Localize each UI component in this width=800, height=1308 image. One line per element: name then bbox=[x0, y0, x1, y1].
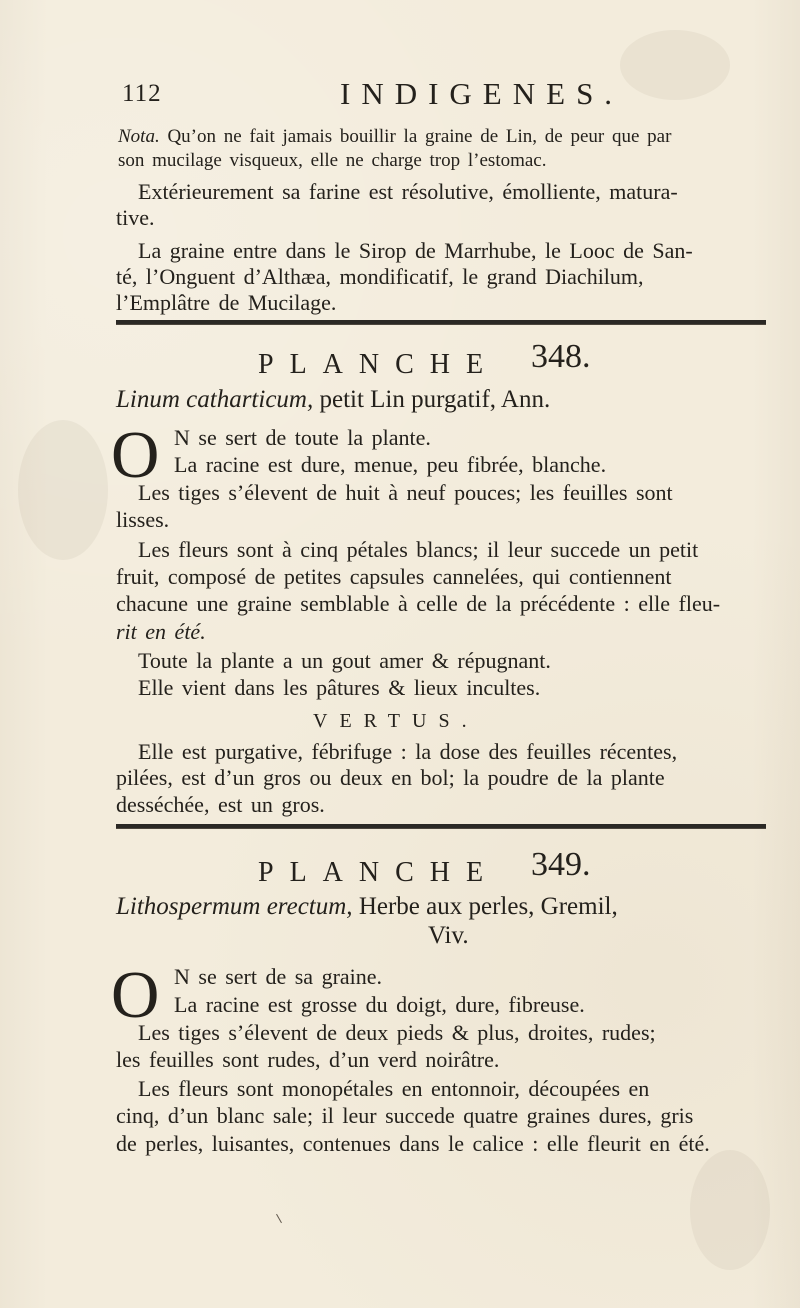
virtus-line-2: pilées, est d’un gros ou deux en bol; la poudre de la plante bbox=[116, 765, 665, 790]
plate-348-line-1: N se sert de toute la plante. bbox=[174, 425, 431, 450]
paragraph-line-4: té, l’Onguent d’Althæa, mondificatif, le grand Diachilum, bbox=[116, 264, 644, 289]
plate-349-line-7 bbox=[116, 1133, 710, 1155]
plate-348-line-7 bbox=[116, 593, 720, 615]
paper-stain bbox=[690, 1150, 770, 1270]
species-name: Lithospermum erectum, bbox=[116, 893, 353, 920]
plate-348-title bbox=[116, 386, 550, 414]
plate-348-line-8: rit en été. bbox=[116, 619, 206, 644]
virtus-line-1: Elle est purgative, fébrifuge : la dose des feuilles récentes, bbox=[138, 739, 678, 764]
plate-348-dropcap: O bbox=[111, 418, 160, 492]
plate-349-line-6: cinq, d’un blanc sale; il leur succede quatre graines dures, gris bbox=[116, 1103, 694, 1128]
plate-348-line-10: Elle vient dans les pâtures & lieux incultes. bbox=[138, 675, 541, 700]
nota-line-1 bbox=[118, 127, 671, 146]
paragraph-line-3: La graine entre dans le Sirop de Marrhube, le Looc de San- bbox=[138, 238, 693, 263]
plate-349-line-5: Les fleurs sont monopétales en entonnoir, découpées en bbox=[138, 1076, 650, 1101]
section-rule bbox=[116, 320, 766, 325]
page-number: 112 bbox=[122, 80, 162, 107]
plate-348-line-2: La racine est dure, menue, peu fibrée, blanche. bbox=[174, 452, 607, 477]
section-rule bbox=[116, 824, 766, 829]
plate-349-dropcap: O bbox=[111, 958, 160, 1032]
running-head: INDIGENES. bbox=[340, 76, 624, 111]
plate-348-line-3: Les tiges s’élevent de huit à neuf pouces; les feuilles sont bbox=[138, 480, 673, 505]
common-name: Herbe aux perles, Gremil, bbox=[358, 893, 618, 920]
plate-348-line-7-text: chacune une graine semblable à celle de la précédente : elle fleu- bbox=[116, 591, 721, 616]
plate-349-line-2: La racine est grosse du doigt, dure, fibreuse. bbox=[174, 992, 585, 1017]
paragraph-line-1: Extérieurement sa farine est résolutive, émolliente, matura- bbox=[138, 179, 678, 204]
plate-349-line-4: les feuilles sont rudes, d’un verd noirâtre. bbox=[116, 1047, 500, 1072]
page-header bbox=[120, 76, 680, 110]
plate-349-label: PLANCHE bbox=[258, 857, 500, 888]
common-name: petit Lin purgatif, Ann. bbox=[319, 386, 551, 413]
species-name: Linum catharticum, bbox=[116, 386, 314, 413]
plate-349-title bbox=[116, 893, 618, 921]
nota-line-2: son mucilage visqueux, elle ne charge trop l’estomac. bbox=[118, 150, 547, 171]
paragraph-line-5: l’Emplâtre de Mucilage. bbox=[116, 290, 337, 315]
nota-label: Nota. bbox=[118, 126, 160, 147]
paragraph-line-2: tive. bbox=[116, 205, 155, 230]
plate-349-number: 349. bbox=[531, 846, 591, 883]
plate-348-line-4: lisses. bbox=[116, 507, 170, 532]
virtus-heading: VERTUS. bbox=[313, 710, 479, 732]
page-scratch bbox=[276, 1214, 282, 1223]
plate-349-line-1: N se sert de sa graine. bbox=[174, 964, 383, 989]
virtus-line-3: desséchée, est un gros. bbox=[116, 792, 325, 817]
plate-348-line-6: fruit, composé de petites capsules cannelées, qui contiennent bbox=[116, 564, 672, 589]
plate-348-line-9: Toute la plante a un gout amer & répugnant. bbox=[138, 648, 551, 673]
plate-349-line-7-text: de perles, luisantes, contenues dans le calice : elle fleurit en été. bbox=[116, 1131, 710, 1156]
plate-348-line-5: Les fleurs sont à cinq pétales blancs; il leur succede un petit bbox=[138, 537, 699, 562]
plate-348-label: PLANCHE bbox=[258, 349, 500, 380]
paper-stain bbox=[18, 420, 108, 560]
plate-348-number: 348. bbox=[531, 338, 591, 375]
plate-349-line-3: Les tiges s’élevent de deux pieds & plus, droites, rudes; bbox=[138, 1020, 656, 1045]
nota-text-1-visible: Qu’on ne fait jamais bouillir la graine de Lin, de peur que par bbox=[167, 126, 672, 147]
plate-349-title-line-2: Viv. bbox=[428, 922, 469, 949]
